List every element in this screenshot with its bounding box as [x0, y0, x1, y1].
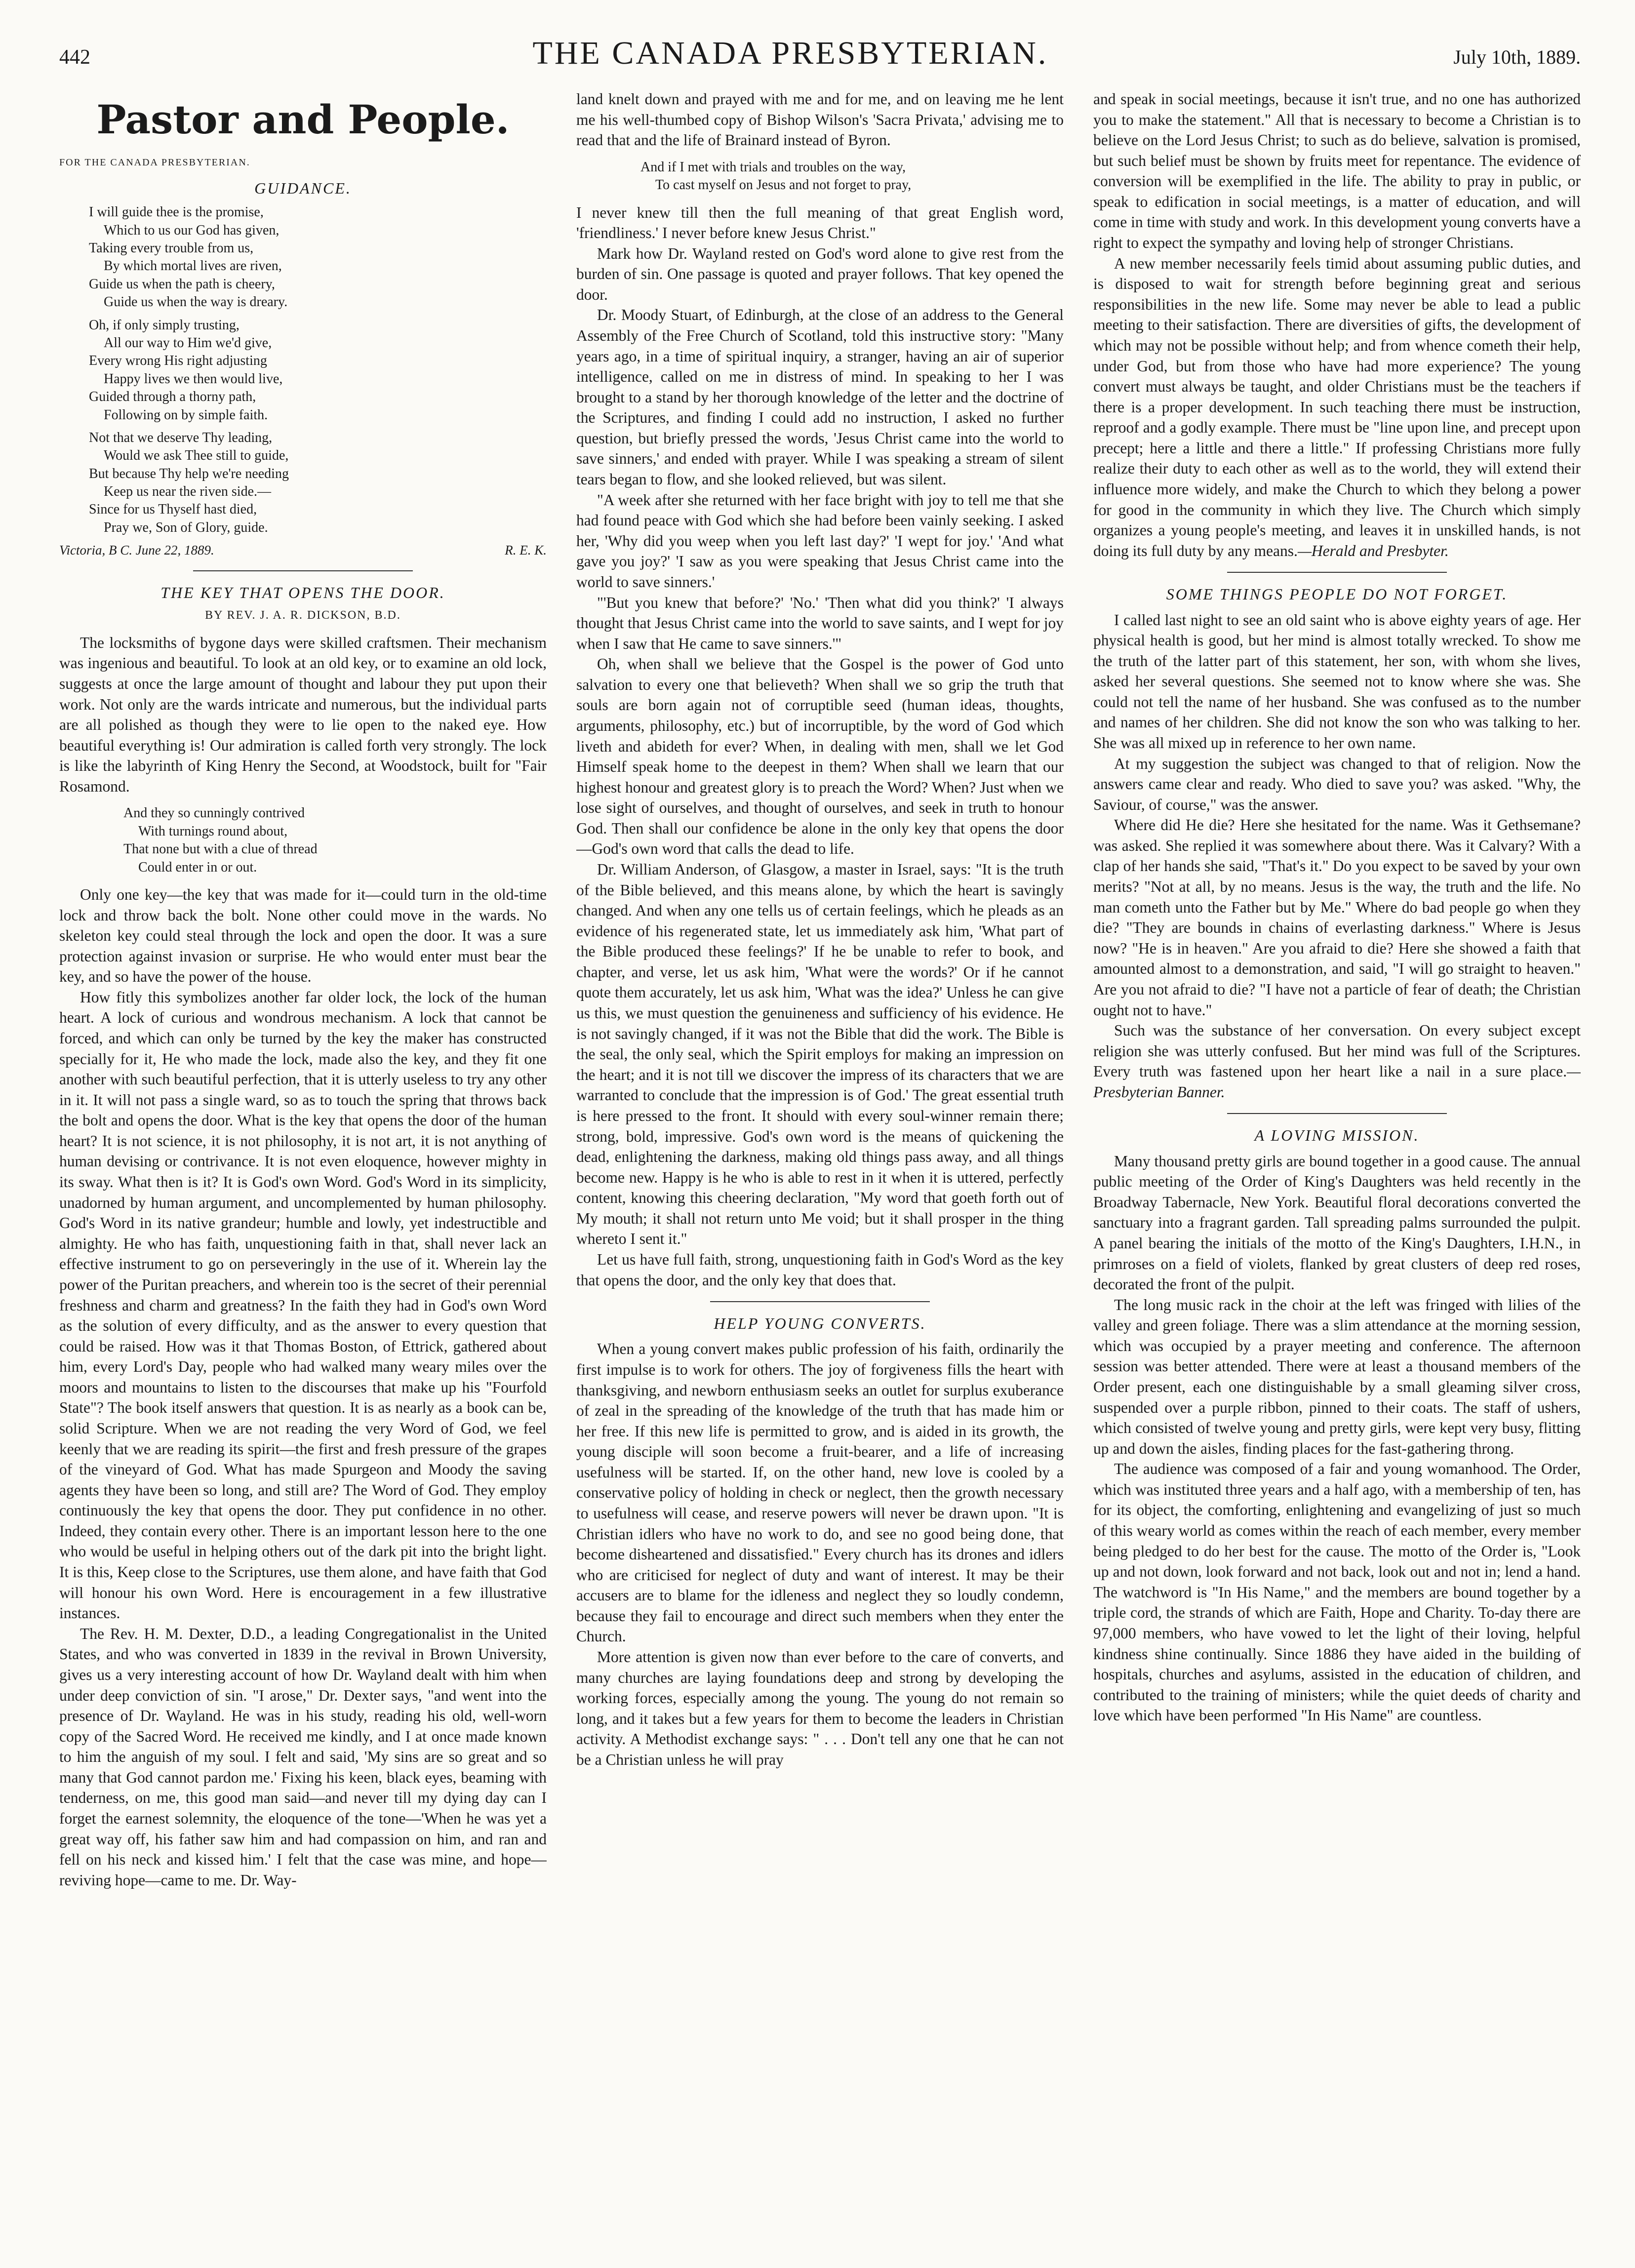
column-2	[576, 89, 1064, 1890]
mission-paragraph: Many thousand pretty girls are bound together in a good cause. The annual public meeting of the Order of King's Daughters was held recently in the Broadway Tabernacle, New York. Beautiful floral decorations converted the sanctuary into a fragrant garden. Tall spreading palms surrounded the pulpit. A panel bearing the initials of the motto of the King's Daughters, I.H.N., in primroses on a field of violets, flanked by great clusters of deep red roses, decorated the front of the pulpit.	[1093, 1152, 1581, 1293]
key-paragraph: How fitly this symbolizes another far older lock, the lock of the human heart. A lock of curious and wondrous mechanism. A lock that cannot be forced, and which can only be turned by the key the maker has constructed specially for it, He who made the lock, made also the key, and they fit one another with such beautiful perfection, that it is utterly useless to try any other in it. It will not pass a single ward, so as to touch the spring that throws back the bolt and opens the door. What is the key that opens the door of the human heart? It is not science, it is not philosophy, it is not art, it is not anything of human devising or contrivance. It is not even eloquence, however mighty in its sway. What then is it? It is God's own Word. God's Word in its simplicity, unadorned by human argument, and uncomplemented by human philosophy. God's Word in its native grandeur; humble and lowly, yet indestructible and almighty. He who has faith, unquestioning faith in that, shall never lack an effective instrument to go on perseveringly in the use of it. Wherein lay the power of the Puritan preachers, and wherein too is the secret of their perennial freshness and charm and greatness? In the faith they had in God's own Word as the solution of every difficulty, and as the answer to every question that could be raised. How was it that Thomas Boston, of Ettrick, gathered about him, every Lord's Day, people who had walked many weary miles over the moors and mountains to listen to the discourses that make up his "Fourfold State"? The book itself answers that question. It is as nearly as a book can be, solid Scripture. When we are not reading the very Word of God, we feel keenly that we are reading its spirit—the first and fresh pressure of the grapes of the vineyard of God. What has made Spurgeon and Moody the saving agents they have been so long, and still are? The Word of God. They employ continuously the key that opens the door. They put confidence in no other. Indeed, they contain every other. There is an important lesson here to the one who would be useful in helping others out of the dark pit into the bright light. It is this, Keep close to the Scriptures, use them alone, and have faith that God will honour his own Word. Here is encouragement in a few illustrative instances.	[59, 988, 547, 1622]
guidance-title: GUIDANCE.	[254, 179, 352, 197]
key-paragraph: "A week after she returned with her face bright with joy to tell me that she had found peace with God which she had before been vainly seeking. I asked her, 'Why did you weep when you left last day?' 'I wept for joy.' 'And what gave you joy?' 'I saw as you were speaking that Jesus Christ came into the world to save sinners.'	[576, 491, 1064, 591]
guidance-stanza-1: I will guide thee is the promise, Which to us our God has given, Taking every trouble from us, By which mortal lives are riven, Guide us when the path is cheery, Guide us when the way is dreary.	[89, 204, 288, 310]
issue-date: July 10th, 1889.	[1453, 46, 1581, 68]
key-paragraph: I never knew till then the full meaning of that great English word, 'friendliness.' I never before knew Jesus Christ."	[576, 203, 1064, 242]
key-paragraph: Dr. William Anderson, of Glasgow, a master in Israel, says: "It is the truth of the Bible believed, and this means alone, by which the heart is savingly changed. And when any one tells us of certain feelings, which he pleads as an evidence of his regenerated state, let us immediately ask him, 'What part of the Bible produced these feelings?' If he be unable to refer to book, and chapter, and verse, let us ask him, 'What were the words?' Or if he cannot quote them accurately, let us ask him, 'What was the idea?' Unless he can give us this, we must question the genuineness and sufficiency of his evidence. He is not savingly changed, if it was not the Bible that did the work. The Bible is the seal, the only seal, which the Spirit employs for making an impression on the heart; and it is not till we discover the impress of its characters that we are warranted to conclude that the impression is of God.' The great essential truth is here pressed to the front. It should with every soul-winner remain there; strong, bold, impressive. God's own word is the means of quickening the dead, enlightening the darkness, making old things pass away, and all things become new. Happy is he who is able to rest in it when it is uttered, perfectly content, knowing this cheering declaration, "My word that goeth forth out of My mouth; it shall not return unto Me void; but it shall prosper in the thing whereto I sent it."	[576, 861, 1064, 1248]
divider	[710, 1301, 929, 1302]
page-header	[59, 35, 1581, 79]
guidance-stanza-2: Oh, if only simply trusting, All our way to Him we'd give, Every wrong His right adjusting Happy lives we then would live, Guided through a thorny path, Following on by simple faith.	[89, 317, 283, 423]
key-paragraph: Let us have full faith, strong, unquestioning faith in God's Word as the key that opens the door, and the only key that does that.	[576, 1251, 1064, 1289]
key-paragraph: land knelt down and prayed with me and for me, and on leaving me he lent me his well-thumbed copy of Bishop Wilson's 'Sacra Privata,' advising me to read that and the life of Brainard instead of Byron.	[576, 90, 1064, 149]
forget-source: —Presbyterian Banner.	[1093, 1063, 1581, 1101]
key-paragraph: Only one key—the key that was made for it—could turn in the old-time lock and throw back the bolt. None other could move in the wards. No skeleton key could steal through the lock and open the door. It was a sure protection against invasion or surprise. He who would enter must bear the key, and so have the power of the house.	[59, 885, 547, 986]
mission-paragraph: The long music rack in the choir at the left was fringed with lilies of the valley and green foliage. There was a slim attendance at the morning session, which was occupied by a prayer meeting and conference. The afternoon session was better attended. There were at least a thousand members of the Order present, each one distinguishable by a small gleaming silver cross, suspended over a purple ribbon, pinned to their coats. The staff of ushers, which consisted of twelve young and pretty girls, were kept very busy, flitting up and down the aisles, finding places for the fast-gathering throng.	[1093, 1296, 1581, 1457]
divider	[1227, 1113, 1446, 1114]
column-3	[1093, 89, 1581, 1890]
guidance-signature	[59, 542, 547, 559]
newspaper-title: THE CANADA PRESBYTERIAN.	[532, 35, 1048, 71]
converts-title: HELP YOUNG CONVERTS.	[714, 1314, 926, 1333]
converts-paragraph: A new member necessarily feels timid about assuming public duties, and is disposed to wait for strength before beginning great and serious responsibilities in the new life. Some may never be able to lead a public meeting to their satisfaction. There are diversities of gifts, the development of which may not be possible without help; and from whence cometh their help, under God, but from those who have had more experience? The young convert must always be taught, and older Christians must be the teachers if there is a proper development. In such teaching there must be instruction, reproof and a godly example. There must be "line upon line, and precept upon precept; here a little and there a little." If professing Christians more fully realize their duty to each other as well as to the world, they will extend their influence more widely, and make the Church to which they belong a power for good in the community in which they live. The Church which simply organizes a young people's meeting, and leaves it in unskilled hands, is not doing its full duty by any means.—Herald and Presbyter.	[1093, 254, 1581, 559]
key-paragraph: Dr. Moody Stuart, of Edinburgh, at the close of an address to the General Assembly of the Free Church of Scotland, told this instructive story: "Many years ago, in a time of spiritual inquiry, a stranger, having an air of superior intelligence, called on me in distress of mind. In speaking to her I was brought to a stand by her thorough knowledge of the letter and the doctrine of the Scriptures, and finding I could add no instruction, I asked no further question, but briefly pressed the words, 'Jesus Christ came into the world to save sinners,' and ended with prayer. While I was speaking a stream of silent tears began to flow, and she looked relieved, but was silent.	[576, 306, 1064, 488]
converts-paragraph: When a young convert makes public profession of his faith, ordinarily the first impulse is to work for others. The joy of forgiveness fills the heart with thanksgiving, and newborn enthusiasm seeks an outlet for surplus exuberance of zeal in the spreading of the knowledge of the truth that has made him or her free. If this new life is permitted to grow, and is aided in its growth, the young disciple will soon become a fruit-bearer, and a life of increasing usefulness will be started. If, on the other hand, new love is cooled by a conservative policy of holding in check or neglect, then the growth necessary to usefulness will cease, and reserve powers will never be drawn upon. "It is Christian idlers who have no work to do, and see no good being done, that become disheartened and dissatisfied." Every church has its drones and idlers who are criticised for neglect of duty and want of interest. It may be their accusers are to blame for the idleness and neglect they so loudly condemn, because they fail to encourage and direct such members when they enter the Church.	[576, 1340, 1064, 1645]
converts-paragraph: and speak in social meetings, because it isn't true, and no one has authorized you to make the statement." All that is necessary to become a Christian is to believe on the Lord Jesus Christ; to such as do believe, salvation is promised, but such belief must be shown by fruits meet for repentance. The evidence of conversion will be exemplified in the life. The ability to pray in public, or speak to edification in social meetings, is a matter of education, and will come in time with study and work. In this development young converts have a right to expect the sympathy and loving help of stronger Christians.	[1093, 90, 1581, 252]
guidance-stanza-3: Not that we deserve Thy leading, Would we ask Thee still to guide, But because Thy help we're needing Keep us near the riven side.— Since for us Thyself hast died, Pray we, Son of Glory, guide.	[89, 430, 289, 535]
key-paragraph: The locksmiths of bygone days were skilled craftsmen. Their mechanism was ingenious and beautiful. To look at an old key, or to examine an old lock, suggests at once the large amount of thought and labour they put upon their work. Not only are the wards intricate and numerous, but the individual parts are all polished as though they were to lie open to the naked eye. How beautiful everything is! Our admiration is called forth very strongly. The lock is like the labyrinth of King Henry the Second, at Woodstock, built for "Fair Rosamond.	[59, 634, 547, 795]
column-1	[59, 89, 547, 1890]
forget-paragraph: I called last night to see an old saint who is above eighty years of age. Her physical health is good, but her mind is almost totally wrecked. To show me the truth of the latter part of this statement, her son, with whom she lives, asked her several questions. She seemed not to know where she was. She could not tell the name of her husband. She was confused as to the number and names of her children. She did not know the son who was talking to her. She was all mixed up in reference to her own name.	[1093, 611, 1581, 752]
key-paragraph: Mark how Dr. Wayland rested on God's word alone to give rest from the burden of sin. One passage is quoted and prayer follows. That key opened the door.	[576, 244, 1064, 303]
converts-paragraph: More attention is given now than ever before to the care of converts, and many churches are laying foundations deep and strong by developing the working forces, especially among the young. The young do not remain so long, and it takes but a few years for them to become the leaders in Christian activity. A Methodist exchange says: " . . . Don't tell any one that he can not be a Christian unless he will pray	[576, 1648, 1064, 1768]
mission-title: A LOVING MISSION.	[1254, 1126, 1420, 1145]
mission-paragraph: The audience was composed of a fair and young womanhood. The Order, which was instituted three years and a half ago, with a membership of ten, has for its object, the comforting, enlightening and evangelizing of just so much of this weary world as comes within the reach of each member, every member being pledged to do her best for the cause. The motto of the Order is, "Look up and not down, look forward and not back, look out and not in; lend a hand. The watchword is "In His Name," and the members are bound together by a triple cord, the strands of which are Faith, Hope and Charity. To-day there are 97,000 members, who have vowed to let the light of their loving, helpful kindness shine continually. Since 1886 they have aided in the building of hospitals, churches and asylums, assisted in the education of children, and contributed to the training of ministers; while the quiet deeds of charity and love which have been performed "In His Name" are countless.	[1093, 1460, 1581, 1724]
guidance-initials: R. E. K.	[505, 543, 547, 558]
key-paragraph: "'But you knew that before?' 'No.' 'Then what did you think?' 'I always thought that Jesus Christ came into the world to save saints, and I wept for joy when I saw that He came to save sinners.'"	[576, 594, 1064, 652]
forget-paragraph: At my suggestion the subject was changed to that of religion. Now the answers came clear and ready. Who died to save you? was asked. "Why, the Saviour, of course," was the answer.	[1093, 755, 1581, 813]
key-verse-2: And if I met with trials and troubles on the way, To cast myself on Jesus and not forget to pray,	[640, 159, 912, 193]
converts-source: —Herald and Presbyter.	[1297, 542, 1449, 559]
article-columns	[59, 89, 1581, 1890]
divider	[193, 570, 412, 571]
forget-paragraph: Such was the substance of her conversation. On every subject except religion she was utterly confused. But her mind was full of the Scriptures. Every truth was fastened upon her heart like a nail in a sure place.—Presbyterian Banner.	[1093, 1022, 1581, 1101]
forget-title: SOME THINGS PEOPLE DO NOT FORGET.	[1166, 585, 1508, 603]
for-line: FOR THE CANADA PRESBYTERIAN.	[59, 157, 250, 168]
key-verse: And they so cunningly contrived With turnings round about, That none but with a clue of thread Could enter in or out.	[123, 805, 318, 875]
forget-paragraph: Where did He die? Here she hesitated for the name. Was it Gethsemane? was asked. She replied it was somewhere about there. Was it Calvary? With a clap of her hands she said, "That's it." Do you expect to be saved by your own merits? "Not at all, by no means. Jesus is the way, the truth and the life. No man cometh unto the Father but by Me." Where do bad people go when they die? "They are bounds in chains of everlasting darkness." Where is Jesus now? "He is in heaven." Are you afraid to die? Here she showed a faith that amounted almost to a demonstration, and said, "I will go straight to heaven." Are you not afraid to die? "I have not a particle of fear of death; the Christian ought not to have."	[1093, 816, 1581, 1019]
key-paragraph: Oh, when shall we believe that the Gospel is the power of God unto salvation to every one that believeth? When shall we so grip the truth that souls are born again not of corruptible seed (human ideas, thoughts, arguments, philosophy, etc.) but of incorruptible, by the word of God which liveth and abideth for ever? When, in dealing with men, shall we let God Himself speak home to the deepest in them? When shall we learn that our highest honour and greatest glory is to preach the Word? When? Just when we lose sight of ourselves, and thought of ourselves, and seek in truth to honour God. Then shall our confidence be alone in the only key that opens the door—God's own word that calls the dead to life.	[576, 655, 1064, 858]
divider	[1227, 572, 1446, 573]
section-masthead: Pastor and People.	[96, 96, 510, 143]
key-byline: BY REV. J. A. R. DICKSON, B.D.	[205, 609, 401, 622]
page-number: 442	[59, 46, 90, 69]
guidance-place-date: Victoria, B C. June 22, 1889.	[59, 543, 214, 558]
key-paragraph: The Rev. H. M. Dexter, D.D., a leading Congregationalist in the United States, and who was converted in 1839 in the revival in Brown University, gives us a very interesting account of how Dr. Wayland dealt with him when under deep conviction of sin. "I arose," Dr. Dexter says, "and went into the presence of Dr. Wayland. He was in his study, reading his old, well-worn copy of the Sacred Word. He received me kindly, and I at once made known to him the anguish of my soul. I felt and said, 'My sins are so great and so many that God cannot pardon me.' Fixing his keen, black eyes, beaming with tenderness, on me, this good man said—and never till my dying day can I forget the earnest solemnity, the eloquence of the tone—'When he was yet a great way off, his father saw him and had compassion on him, and ran and fell on his neck and kissed him.' I felt that the case was mine, and hope—reviving hope—came to me. Dr. Way-	[59, 1625, 547, 1889]
key-title: THE KEY THAT OPENS THE DOOR.	[160, 583, 445, 601]
